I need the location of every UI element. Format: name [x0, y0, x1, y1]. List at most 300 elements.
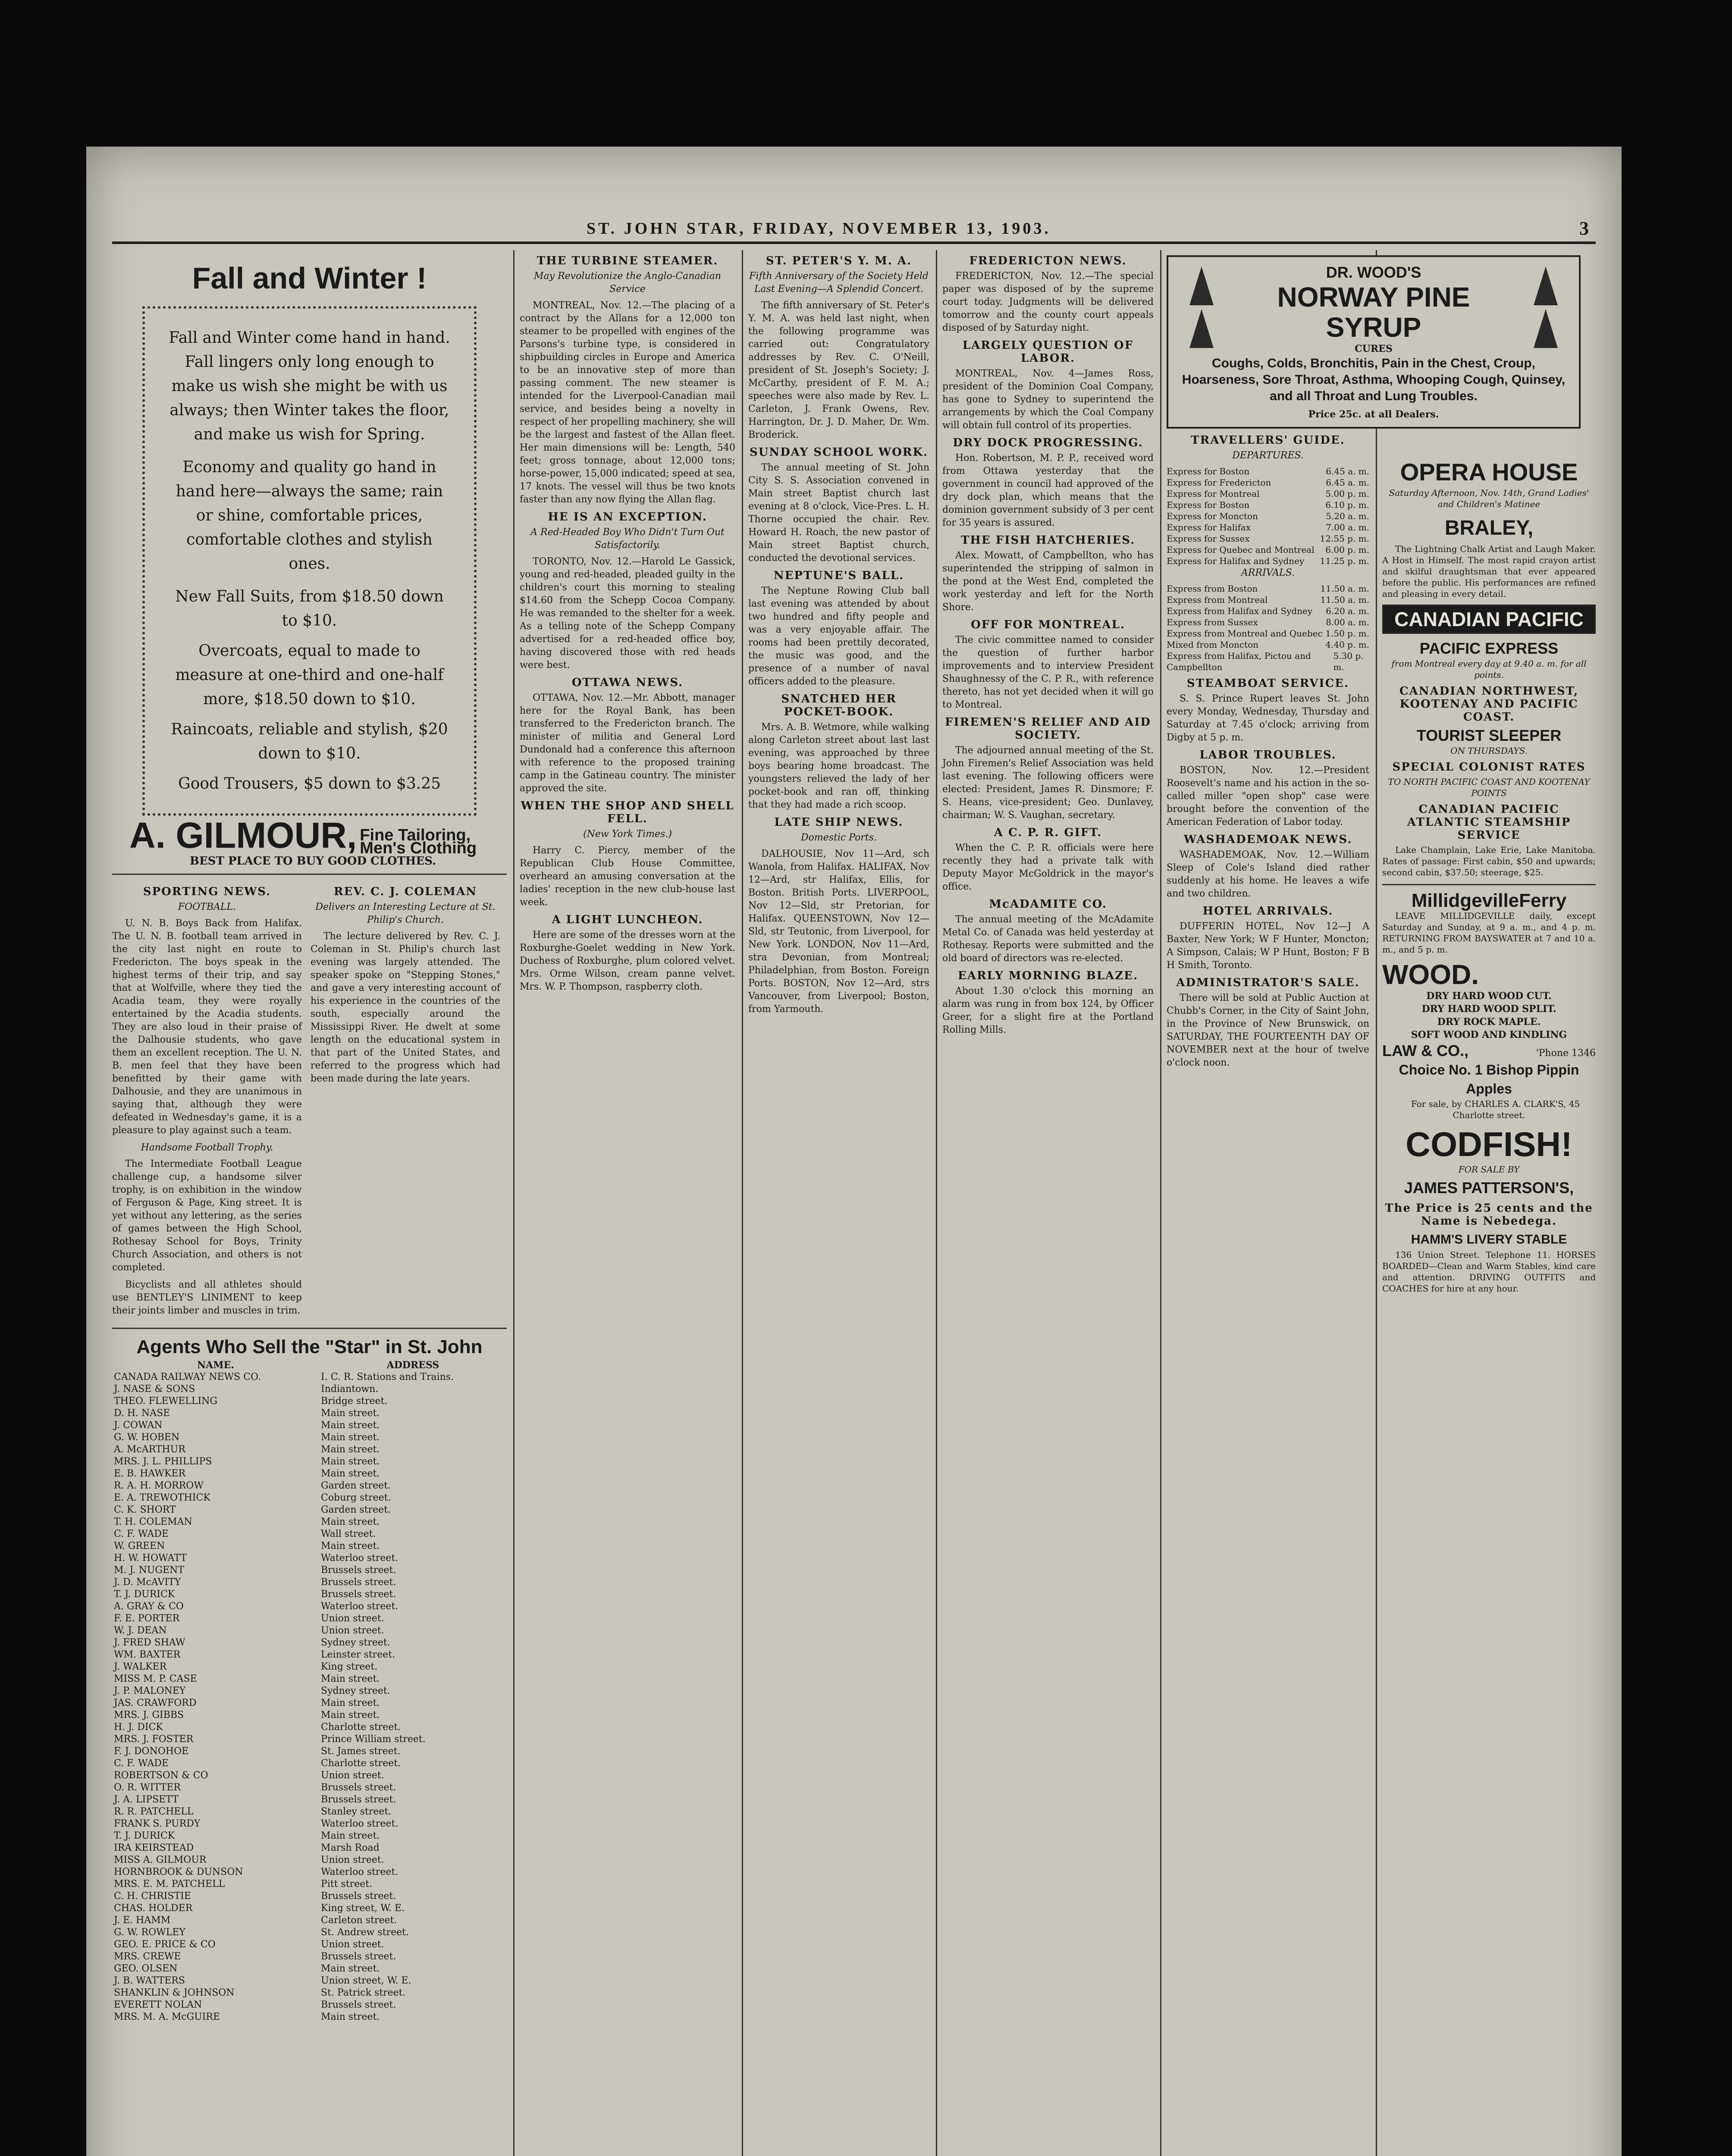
firemen-heading: FIREMEN'S RELIEF AND AID SOCIETY. — [945, 716, 1151, 742]
ship-news-text: DALHOUSIE, Nov 11—Ard, sch Wanola, from Halifax. HALIFAX, Nov 12—Ard, str Halifax, Ellis, for Boston. British Ports. LIVERPOOL, Nov 12—Sld, str Pretorian, for Halifax. QUEENSTOWN, Nov 12—Sld, str Teutonic, from Liverpool, for New York. LONDON, Nov 11—Ard, stra Devonian, from Montreal; Philadelphian, from Boston. Foreign Ports. BOSTON, Nov 12—Ard, strs Vancouver, from Liverpool; Boston, from Yarmouth. — [748, 849, 929, 1015]
agent-address: St. Patrick street. — [321, 1987, 406, 1998]
agent-address: Waterloo street. — [321, 1818, 398, 1829]
timetable-route: Express for Sussex — [1167, 533, 1250, 544]
cpr-gift-text: When the C. P. R. officials were here recently they had a private talk with Deputy Mayor McGoldrick in the mayor's office. — [942, 843, 1154, 892]
wood-product: NORWAY PINE SYRUP — [1277, 282, 1470, 343]
column-rule — [936, 250, 937, 2156]
agent-address: Brussels street. — [321, 1999, 396, 2010]
agent-name: C. H. CHRISTIE — [114, 1891, 191, 1902]
agent-name: MISS A. GILMOUR — [114, 1855, 207, 1865]
agent-address: Sydney street. — [321, 1686, 390, 1696]
law-phone: 'Phone 1346 — [1536, 1048, 1596, 1059]
column-rule — [1160, 250, 1161, 2156]
agent-name: E. B. HAWKER — [114, 1468, 186, 1479]
wood-cures: CURES — [1355, 343, 1393, 354]
agent-address: Brussels street. — [321, 1951, 396, 1962]
agent-name: IRA KEIRSTEAD — [114, 1843, 194, 1853]
labor-troubles-heading: LABOR TROUBLES. — [1199, 749, 1337, 761]
agent-address: Main street. — [321, 1963, 380, 1974]
arrivals-list — [1167, 583, 1369, 673]
luncheon-heading: A LIGHT LUNCHEON. — [552, 913, 703, 926]
codfish-seller: JAMES PATTERSON'S, — [1404, 1179, 1574, 1197]
cp-sleeper-sub: ON THURSDAYS. — [1450, 746, 1528, 756]
gilmour-slogan: BEST PLACE TO BUY GOOD CLOTHES. — [190, 855, 436, 868]
agent-name: EVERETT NOLAN — [114, 1999, 202, 2010]
agent-name: FRANK S. PURDY — [114, 1818, 201, 1829]
agent-address: Coburg street. — [321, 1492, 391, 1503]
agent-address: Waterloo street. — [321, 1867, 398, 1877]
exception-heading: HE IS AN EXCEPTION. — [548, 511, 707, 523]
ad-price-raincoats: Raincoats, reliable and stylish, $20 down to $10. — [171, 721, 448, 762]
timetable-row — [1167, 650, 1369, 673]
shop-text: Harry C. Piercy, member of the Republican Club House Committee, overheard an amusing conversation at the ladies' reception in the new club-house last week. — [520, 845, 735, 908]
timetable-time: 12.55 p. m. — [1320, 533, 1369, 544]
timetable-route: Express for Fredericton — [1167, 477, 1271, 488]
timetable-route: Express from Halifax, Pictou and Campbellton — [1167, 651, 1311, 672]
opera-heading: OPERA HOUSE — [1400, 458, 1578, 486]
agent-row — [112, 1890, 507, 1902]
wood-brand: DR. WOOD'S — [1326, 263, 1421, 281]
sporting-subheading: FOOTBALL. — [178, 902, 236, 912]
agent-row — [112, 1613, 507, 1625]
timetable-time: 6.20 a. m. — [1326, 606, 1369, 616]
agent-row — [112, 1745, 507, 1758]
agent-address: Wall street. — [321, 1529, 376, 1539]
agent-address: Waterloo street. — [321, 1553, 398, 1564]
column-rule — [1376, 250, 1377, 2156]
millidgeville-heading: MillidgevilleFerry — [1411, 890, 1567, 911]
wood-item: SOFT WOOD AND KINDLING — [1411, 1029, 1567, 1040]
timetable-row — [1167, 639, 1369, 650]
millidgeville-text: LEAVE MILLIDGEVILLE daily, except Saturday and Sunday, at 9 a. m., and 4 p. m. RETURNING FROM BAYSWATER at 7 and 10 a. m., and 5 p. m. — [1382, 911, 1596, 955]
shop-subheading: (New York Times.) — [583, 829, 672, 840]
agent-address: Bridge street. — [321, 1396, 388, 1407]
sporting-coleman-row — [112, 881, 507, 1322]
mcadamite-text: The annual meeting of the McAdamite Metal Co. of Canada was held yesterday at Rothesay. Reports were submitted and the old board of directors was re-elected. — [942, 914, 1154, 964]
agent-address: Union street, W. E. — [321, 1975, 411, 1986]
drydock-text: Hon. Robertson, M. P. P., received word from Ottawa yesterday that the government in council had approved of the dry dock plan, which means that the dominion government subsidy of 3 per cent for 35 years is assured. — [942, 453, 1154, 528]
agent-name: J. A. LIPSETT — [114, 1794, 179, 1805]
agent-row — [112, 1480, 507, 1492]
masthead-title: ST. JOHN STAR, FRIDAY, NOVEMBER 13, 1903. — [587, 219, 1051, 238]
agent-name: CHAS. HOLDER — [114, 1903, 193, 1914]
agent-name: SHANKLIN & JOHNSON — [114, 1987, 235, 1998]
hotel-heading: HOTEL ARRIVALS. — [1202, 905, 1334, 918]
agent-name: H. J. DICK — [114, 1722, 163, 1733]
codfish-heading: CODFISH! — [1406, 1125, 1572, 1163]
agent-row — [112, 1371, 507, 1383]
agent-address: Union street. — [321, 1625, 384, 1636]
timetable-row — [1167, 605, 1369, 617]
agent-name: G. W. HOBEN — [114, 1432, 180, 1443]
agent-row — [112, 1528, 507, 1540]
timetable-time: 5.30 p. m. — [1333, 651, 1364, 672]
hotel-text: DUFFERIN HOTEL, Nov 12—J A Baxter, New York; W F Hunter, Moncton; A Simpson, Calais; W P Hunt, Boston; F B H Smith, Toronto. — [1167, 921, 1369, 971]
turbine-text: MONTREAL, Nov. 12.—The placing of a contract by the Allans for a 12,000 ton steamer to be propelled with engines of the Parsons's turbine type, is considered in shipbuilding circles in Europe and America to be an innovative step of more than passing comment. The new steamer is intended for the Liverpool-Canadian mail service, and besides being a novelty in respect of her propelling machinery, she will be the largest and fastest of the Allan fleet. Her main dimensions will be: Length, 540 feet; gross tonnage, about 12,000 tons; horse-power, 15,000 indicated; speed at sea, 17 knots. The vessel will thus be two knots faster than any now flying the Allan flag. — [520, 300, 735, 505]
agent-row — [112, 1951, 507, 1963]
agent-address: Main street. — [321, 1710, 380, 1720]
agent-address: Leinster street. — [321, 1649, 395, 1660]
opera-star: BRALEY, — [1444, 517, 1534, 539]
norway-pine-header — [1174, 263, 1573, 355]
agent-name: R. A. H. MORROW — [114, 1480, 204, 1491]
ymca-subheading: Fifth Anniversary of the Society Held Last Evening—A Splendid Concert. — [749, 271, 929, 295]
ottawa-heading: OTTAWA NEWS. — [571, 676, 684, 689]
agent-address: Garden street. — [321, 1480, 391, 1491]
fall-winter-headline: Fall and Winter ! — [192, 261, 427, 295]
agent-row — [112, 1661, 507, 1673]
ottawa-text: OTTAWA, Nov. 12.—Mr. Abbott, manager here for the Royal Bank, has been transferred to the Fredericton branch. The minister of militia and General Lord Dundonald had a conference this afternoon with reference to the proposed training camp in the Gatineau country. The minister approved the site. — [520, 693, 735, 794]
cp-rates-sub: TO NORTH PACIFIC COAST AND KOOTENAY POINTS — [1388, 777, 1590, 798]
agents-heading: Agents Who Sell the "Star" in St. John — [136, 1336, 483, 1357]
ymca-heading: ST. PETER'S Y. M. A. — [766, 254, 912, 267]
timetable-route: Express for Halifax — [1167, 522, 1251, 533]
agent-row — [112, 1866, 507, 1878]
coleman-article — [311, 881, 500, 1322]
cp-logo-text: CANADIAN PACIFIC — [1394, 608, 1584, 630]
wood-items — [1382, 990, 1596, 1041]
timetable-route: Express for Boston — [1167, 466, 1250, 476]
cp-express: PACIFIC EXPRESS — [1419, 639, 1559, 657]
column-6 — [1382, 457, 1596, 2156]
cpr-gift-heading: A C. P. R. GIFT. — [994, 826, 1102, 839]
agent-name: J. WALKER — [114, 1661, 167, 1672]
agent-name: J. NASE & SONS — [114, 1384, 195, 1395]
timetable-time: 1.50 p. m. — [1325, 628, 1369, 639]
turbine-subheading: May Revolutionize the Anglo-Canadian Service — [534, 271, 721, 295]
sunday-school-heading: SUNDAY SCHOOL WORK. — [749, 446, 929, 459]
agent-row — [112, 1987, 507, 1999]
agent-row — [112, 1444, 507, 1456]
agent-row — [112, 1589, 507, 1601]
cp-atlantic-text: Lake Champlain, Lake Erie, Lake Manitoba. Rates of passage: First cabin, $50 and upwards; second cabin, $37.50; steerage, $25. — [1382, 845, 1596, 877]
agent-address: Brussels street. — [321, 1577, 396, 1588]
agent-name: MRS. M. A. McGUIRE — [114, 2012, 220, 2022]
agent-row — [112, 1552, 507, 1564]
pocketbook-heading: SNATCHED HER POCKET-BOOK. — [781, 693, 897, 718]
agent-row — [112, 1758, 507, 1770]
mcadamite-heading: McADAMITE CO. — [989, 898, 1107, 911]
agent-name: HORNBROOK & DUNSON — [114, 1867, 243, 1877]
timetable-time: 6.45 a. m. — [1326, 466, 1369, 476]
timetable-row — [1167, 544, 1369, 555]
fredericton-heading: FREDERICTON NEWS. — [969, 254, 1127, 267]
agent-address: Indiantown. — [321, 1384, 379, 1395]
agent-row — [112, 1456, 507, 1468]
agent-address: Brussels street. — [321, 1794, 396, 1805]
agent-row — [112, 1601, 507, 1613]
admin-sale-heading: ADMINISTRATOR'S SALE. — [1176, 976, 1360, 989]
steamboat-heading: STEAMBOAT SERVICE. — [1186, 677, 1349, 690]
agent-name: T. H. COLEMAN — [114, 1517, 192, 1527]
agent-name: MRS. J. GIBBS — [114, 1710, 184, 1720]
agent-address: Main street. — [321, 1830, 380, 1841]
sporting-heading: SPORTING NEWS. — [143, 885, 271, 898]
timetable-time: 11.25 p. m. — [1320, 556, 1369, 566]
column-2 — [520, 250, 735, 2156]
agent-address: Union street. — [321, 1613, 384, 1624]
agent-row — [112, 2011, 507, 2023]
neptune-heading: NEPTUNE'S BALL. — [773, 569, 904, 582]
cp-northwest: CANADIAN NORTHWEST, KOOTENAY AND PACIFIC COAST. — [1399, 685, 1579, 724]
agent-row — [112, 1782, 507, 1794]
agent-address: Brussels street. — [321, 1782, 396, 1793]
agent-address: Charlotte street. — [321, 1722, 401, 1733]
ad-body-1: Fall and Winter come hand in hand. Fall lingers only long enough to make us wish she might be with us always; then Winter takes the floor, and make us wish for Spring. — [169, 329, 450, 443]
timetable-row — [1167, 594, 1369, 605]
timetable-time: 8.00 a. m. — [1326, 617, 1369, 627]
agent-address: Main street. — [321, 1408, 380, 1419]
timetable-row — [1167, 617, 1369, 628]
divider — [1382, 884, 1596, 885]
timetable-route: Express from Montreal — [1167, 595, 1268, 605]
agent-row — [112, 1878, 507, 1890]
montreal-heading: OFF FOR MONTREAL. — [971, 618, 1125, 631]
agent-row — [112, 1806, 507, 1818]
timetable-time: 6.10 p. m. — [1325, 500, 1369, 510]
agent-row — [112, 1383, 507, 1395]
ad-price-trousers: Good Trousers, $5 down to $3.25 — [178, 775, 441, 793]
agent-name: MRS. J. FOSTER — [114, 1734, 194, 1745]
departures-list — [1167, 466, 1369, 567]
ad-body-2: Economy and quality go hand in hand here—always the same; rain or shine, comfortable prices, comfortable clothes and stylish ones. — [176, 458, 443, 573]
agents-table — [112, 1359, 507, 2023]
trophy-heading: Handsome Football Trophy. — [141, 1142, 273, 1153]
agent-row — [112, 1842, 507, 1854]
cp-rates: SPECIAL COLONIST RATES — [1392, 761, 1586, 774]
agent-address: Main street. — [321, 1468, 380, 1479]
agent-address: Main street. — [321, 1698, 380, 1708]
timetable-time: 5.20 a. m. — [1326, 511, 1369, 521]
divider — [112, 1328, 507, 1329]
pine-tree-icon-left — [1174, 266, 1229, 352]
agent-address: King street, W. E. — [321, 1903, 405, 1914]
column-1 — [112, 250, 507, 2156]
cp-atlantic: CANADIAN PACIFIC ATLANTIC STEAMSHIP SERVICE — [1407, 803, 1571, 842]
ship-news-heading: LATE SHIP NEWS. — [774, 816, 904, 829]
agent-name: F. J. DONOHOE — [114, 1746, 189, 1757]
agent-row — [112, 1818, 507, 1830]
turbine-heading: THE TURBINE STEAMER. — [537, 254, 719, 267]
gilmour-ad — [129, 815, 507, 868]
timetable-time: 5.00 p. m. — [1325, 489, 1369, 499]
washademoak-text: WASHADEMOAK, Nov. 12.—William Sleep of Cole's Island died rather suddenly at his home. He leaves a wife and two children. — [1167, 849, 1369, 899]
column-rule — [513, 250, 515, 2156]
agent-address: King street. — [321, 1661, 378, 1672]
hamm-text: 136 Union Street. Telephone 11. HORSES BOARDED—Clean and Warm Stables, kind care and attention. DRIVING OUTFITS and COACHES for hire at any hour. — [1382, 1250, 1596, 1294]
agent-address: Marsh Road — [321, 1843, 380, 1853]
codfish-price: The Price is 25 cents and the Name is Nebedega. — [1385, 1202, 1593, 1228]
agent-name: F. E. PORTER — [114, 1613, 180, 1624]
agent-name: WM. BAXTER — [114, 1649, 181, 1660]
norway-pine-ad — [1167, 255, 1581, 429]
timetable-time: 4.40 p. m. — [1325, 639, 1369, 650]
apples-heading: Choice No. 1 Bishop Pippin Apples — [1399, 1062, 1579, 1097]
wood-item: DRY ROCK MAPLE. — [1437, 1016, 1541, 1028]
agent-address: Sydney street. — [321, 1637, 390, 1648]
agent-row — [112, 1504, 507, 1516]
timetable-row — [1167, 511, 1369, 522]
agent-address: Main street. — [321, 1673, 380, 1684]
agent-row — [112, 1516, 507, 1528]
agent-address: St. Andrew street. — [321, 1927, 409, 1938]
agent-name: J. B. WATTERS — [114, 1975, 185, 1986]
shop-heading: WHEN THE SHOP AND SHELL FELL. — [521, 799, 734, 825]
agent-address: Main street. — [321, 1517, 380, 1527]
agent-name: JAS. CRAWFORD — [114, 1698, 197, 1708]
agent-name: M. J. NUGENT — [114, 1565, 184, 1576]
fish-text: Alex. Mowatt, of Campbellton, who has superintended the stripping of salmon in the pond at the West End, completed the work yesterday and left for the North Shore. — [942, 550, 1154, 613]
pocketbook-text: Mrs. A. B. Wetmore, while walking along Carleton street about last last evening, was approached by three boys bearing home broadcast. The youngsters relieved the lady of her pocket-book and ran off, thinking that they had made a rich scoop. — [748, 722, 929, 810]
travellers-heading: TRAVELLERS' GUIDE. — [1191, 434, 1345, 447]
agent-row — [112, 1540, 507, 1552]
sunday-school-text: The annual meeting of St. John City S. S. Association convened in Main street Baptist church last evening at 8 o'clock, Vice-Pres. L. H. Thorne occupied the chair. Rev. Howard H. Roach, the new pastor of Main street Baptist church, conducted the devotional services. — [748, 462, 929, 564]
agent-row — [112, 1492, 507, 1504]
timetable-row — [1167, 628, 1369, 639]
agents-header-row — [112, 1359, 507, 1371]
agent-row — [112, 1794, 507, 1806]
exception-text: TORONTO, Nov. 12.—Harold Le Gassick, young and red-headed, pleaded guilty in the children's court this morning to stealing $14.60 from the Schepp Cocoa Company. He was remanded to the shelter for a week. As a telling note of the Schepp Company advertised for a red-headed office boy, having discovered those with red heads were best. — [520, 556, 735, 671]
agent-address: Pitt street. — [321, 1879, 373, 1890]
agent-name: CANADA RAILWAY NEWS CO. — [114, 1372, 261, 1382]
agent-row — [112, 1649, 507, 1661]
agent-row — [112, 1733, 507, 1745]
bicyclists-text: Bicyclists and all athletes should use BENTLEY'S LINIMENT to keep their joints limber and muscles in trim. — [112, 1279, 302, 1316]
timetable-route: Express for Moncton — [1167, 511, 1258, 521]
agent-name: A. McARTHUR — [114, 1444, 185, 1455]
agent-row — [112, 1407, 507, 1420]
agent-row — [112, 1432, 507, 1444]
ymca-text: The fifth anniversary of St. Peter's Y. M. A. was held last night, when the following programme was carried out: Congratulatory addresses by Rev. C. O'Neill, president of St. Joseph's Society; J. McCarthy, president of F. M. A.; speeches were also made by Rev. L. Carleton, J. Frank Owens, Rev. Harrington, Dr. J. D. Maher, Dr. Wm. Broderick. — [748, 300, 929, 440]
agent-name: ROBERTSON & CO — [114, 1770, 208, 1781]
agent-row — [112, 1420, 507, 1432]
timetable-route: Express from Montreal and Quebec — [1167, 628, 1323, 639]
opera-text: The Lightning Chalk Artist and Laugh Maker. A Host in Himself. The most rapid crayon artist and skilful draughtsman that ever appeared before the public. His performances are refined and pleasing in every detail. — [1382, 544, 1596, 599]
agent-row — [112, 1963, 507, 1975]
agent-row — [112, 1637, 507, 1649]
washademoak-heading: WASHADEMOAK NEWS. — [1183, 833, 1352, 846]
ad-price-overcoats: Overcoats, equal to made to measure at one-third and one-half more, $18.50 down to $10. — [175, 642, 444, 708]
agent-name: J. E. HAMM — [114, 1915, 171, 1926]
agent-row — [112, 1999, 507, 2011]
agent-address: Main street. — [321, 1420, 380, 1431]
agent-address: St. James street. — [321, 1746, 401, 1757]
blaze-heading: EARLY MORNING BLAZE. — [957, 969, 1139, 982]
timetable-time: 7.00 a. m. — [1326, 522, 1369, 533]
agent-row — [112, 1697, 507, 1709]
fredericton-text: FREDERICTON, Nov. 12.—The special paper was disposed of by the supreme court today. Judgments will be delivered tomorrow and the county court appeals disposed of by Saturday night. — [942, 271, 1154, 333]
ship-news-subheading: Domestic Ports. — [800, 832, 877, 843]
divider — [112, 874, 507, 875]
agent-address: Stanley street. — [321, 1806, 392, 1817]
column-3 — [748, 250, 929, 2156]
timetable-route: Express for Halifax and Sydney — [1167, 556, 1305, 566]
drydock-heading: DRY DOCK PROGRESSING. — [953, 436, 1143, 449]
agent-row — [112, 1830, 507, 1842]
agent-name: GEO. E. PRICE & CO — [114, 1939, 216, 1950]
timetable-route: Express from Halifax and Sydney — [1167, 606, 1313, 616]
agent-row — [112, 1902, 507, 1915]
steamboat-text: S. S. Prince Rupert leaves St. John every Monday, Wednesday, Thursday and Saturday at 7.45 o'clock; arriving from Digby at 5 p. m. — [1167, 693, 1369, 743]
timetable-row — [1167, 533, 1369, 544]
agent-name: T. J. DURICK — [114, 1830, 175, 1841]
agent-row — [112, 1709, 507, 1721]
agent-address: Main street. — [321, 2012, 380, 2022]
agent-address: I. C. R. Stations and Trains. — [321, 1372, 454, 1382]
agent-address: Charlotte street. — [321, 1758, 401, 1769]
agent-name: MISS M. P. CASE — [114, 1673, 197, 1684]
agent-address: Garden street. — [321, 1504, 391, 1515]
agent-row — [112, 1721, 507, 1733]
labor-troubles-text: BOSTON, Nov. 12.—President Roosevelt's name and his action in the so-called miller "open shop" case were brought before the convention of the American Federation of Labor today. — [1167, 765, 1369, 827]
law-row — [1382, 1041, 1596, 1060]
agent-name: A. GRAY & CO — [114, 1601, 184, 1612]
trophy-text: The Intermediate Football League challenge cup, a handsome silver trophy, is on exhibition in the window of Ferguson & Page, King street. It is yet without any lettering, as the series of games between the High School, Rothesay School for Boys, Trinity Church Association, and others is not completed. — [112, 1159, 302, 1273]
gilmour-name: A. GILMOUR, — [129, 815, 357, 856]
coleman-heading: REV. C. J. COLEMAN — [333, 885, 477, 898]
labor-heading: LARGELY QUESTION OF LABOR. — [962, 339, 1134, 365]
agent-address: Brussels street. — [321, 1891, 396, 1902]
agent-address: Union street. — [321, 1939, 384, 1950]
timetable-route: Express from Sussex — [1167, 617, 1258, 627]
agent-name: J. COWAN — [114, 1420, 163, 1431]
agent-name: MRS. E. M. PATCHELL — [114, 1879, 225, 1890]
agent-name: W. J. DEAN — [114, 1625, 167, 1636]
agent-name: MRS. CREWE — [114, 1951, 181, 1962]
timetable-row — [1167, 555, 1369, 567]
agent-row — [112, 1625, 507, 1637]
admin-sale-text: There will be sold at Public Auction at Chubb's Corner, in the City of Saint John, in the Province of New Brunswick, on SATURDAY, THE FOURTEENTH DAY OF NOVEMBER next at the hour of twelve o'clock noon. — [1167, 993, 1369, 1068]
timetable-route: Express for Boston — [1167, 500, 1250, 510]
sporting-text: U. N. B. Boys Back from Halifax. The U. N. B. football team arrived in the city last night en route to Fredericton. The boys speak in the highest terms of their trip, and say that at Wolfville, where they tied the Acadia team, they were royally entertained by the Acadia students. They are also loud in their praise of the Dalhousie students, who gave them an excellent reception. The U. N. B. men feel that they have been benefitted by their game with Dalhousie, and they are unanimous in saying that, although they were defeated in Wednesday's game, it is a pleasure to play against such a team. — [112, 918, 302, 1136]
gilmour-tagline: Fine Tailoring, Men's Clothing — [360, 826, 477, 857]
timetable-row — [1167, 583, 1369, 594]
law-heading: LAW & CO., — [1382, 1042, 1468, 1059]
blaze-text: About 1.30 o'clock this morning an alarm was rung in from box 124, by Officer Greer, for a slight fire at the Portland Rolling Mills. — [942, 986, 1154, 1035]
departures-heading: DEPARTURES. — [1232, 450, 1304, 461]
agent-name: THEO. FLEWELLING — [114, 1396, 217, 1407]
agent-address: Union street. — [321, 1770, 384, 1781]
newspaper-page — [86, 147, 1622, 2156]
apples-text: For sale, by CHARLES A. CLARK'S, 45 Charlotte street. — [1411, 1099, 1580, 1120]
timetable-time: 6.45 a. m. — [1326, 477, 1369, 488]
agent-name: J. D. McAVITY — [114, 1577, 181, 1588]
agent-row — [112, 1770, 507, 1782]
agent-name: GEO. OLSEN — [114, 1963, 178, 1974]
cp-sleeper: TOURIST SLEEPER — [1416, 727, 1562, 744]
agent-address: Main street. — [321, 1456, 380, 1467]
agents-col-address: ADDRESS — [386, 1360, 439, 1371]
agent-name: H. W. HOWATT — [114, 1553, 187, 1564]
timetable-row — [1167, 477, 1369, 488]
timetable-row — [1167, 499, 1369, 511]
agent-name: C. F. WADE — [114, 1758, 169, 1769]
agent-name: T. J. DURICK — [114, 1589, 175, 1600]
firemen-text: The adjourned annual meeting of the St. John Firemen's Relief Association was held last evening. The following officers were elected: President, James R. Dinsmore; F. S. Heans, vice-president; Geo. Dunlavey, chairman; W. S. Vaughan, secretary. — [942, 745, 1154, 821]
timetable-time: 6.00 p. m. — [1325, 545, 1369, 555]
agent-address: Main street. — [321, 1432, 380, 1443]
labor-text: MONTREAL, Nov. 4—James Ross, president of the Dominion Coal Company, has gone to Sydney to superintend the arrangements by which the Coal Company will obtain full control of its properties. — [942, 368, 1154, 431]
agent-name: G. W. ROWLEY — [114, 1927, 185, 1938]
agent-name: W. GREEN — [114, 1541, 165, 1551]
wood-heading: WOOD. — [1382, 959, 1479, 990]
timetable-time: 11.50 a. m. — [1320, 595, 1369, 605]
agent-name: J. P. MALONEY — [114, 1686, 186, 1696]
agent-address: Carleton street. — [321, 1915, 397, 1926]
exception-subheading: A Red-Headed Boy Who Didn't Turn Out Satisfactorily. — [530, 527, 725, 551]
agent-row — [112, 1395, 507, 1407]
agent-row — [112, 1685, 507, 1697]
